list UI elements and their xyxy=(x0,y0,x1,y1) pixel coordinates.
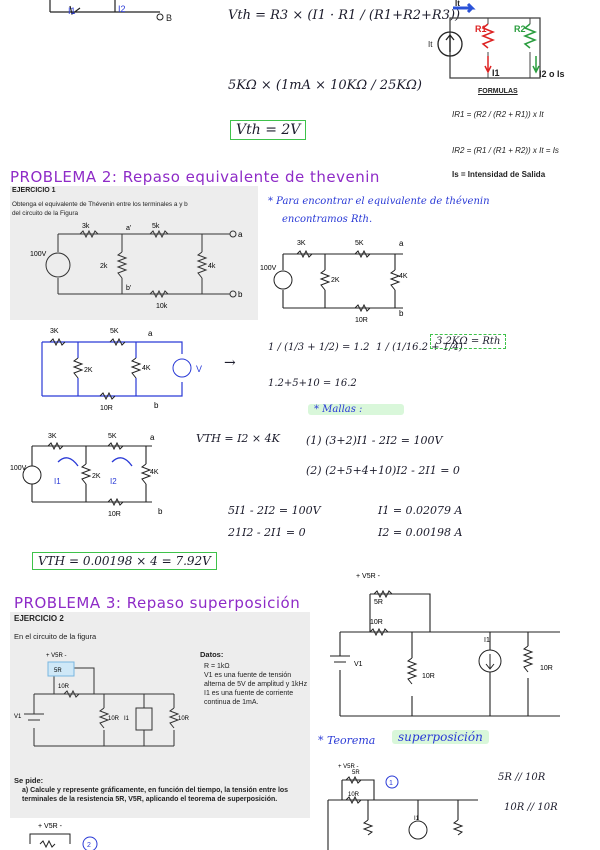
vth-formula: Vth = R3 × (I1 · R1 / (R1+R2+R3)) xyxy=(228,8,461,23)
problem-2-title: PROBLEMA 2: Repaso equivalente de thevenin xyxy=(10,168,380,186)
dato-3: I1 es una fuente de corriente continua de 1mA. xyxy=(204,690,294,706)
ex1-r-2k: 2k xyxy=(100,263,108,270)
ex1-r-3k: 3k xyxy=(82,223,90,230)
diagram-i1: I1 xyxy=(492,68,500,78)
top-circuit-fragment xyxy=(10,0,210,30)
mesh-a: a xyxy=(150,433,155,442)
ex2-5r: 5R xyxy=(54,668,62,674)
ex2-10r-mid: 10R xyxy=(108,716,120,722)
mesh-5k: 5K xyxy=(108,433,117,440)
ex1-v-100v: 100V xyxy=(30,251,47,258)
mesh-4k: 4K xyxy=(150,469,159,476)
frag-label-i1: I1 xyxy=(68,6,76,16)
exercise-1-title: EJERCICIO 1 xyxy=(12,187,56,194)
exercise-1-text-2: del circuito de la Figura xyxy=(12,210,79,217)
ex2-v5r: + V5R - xyxy=(46,653,67,659)
exercise-1-text-1: Obtenga el equivalente de Thévenin entre los terminales a y b xyxy=(12,201,188,208)
formula-ir1: IR1 = (R2 / (R2 + R1)) x It xyxy=(452,110,544,119)
is-definition: Is = Intensidad de Salida xyxy=(452,170,546,179)
ex2-v1: V1 xyxy=(14,714,22,720)
arrow: → xyxy=(224,355,236,371)
mesh-3k: 3K xyxy=(48,433,57,440)
rth-3k: 3K xyxy=(50,328,59,335)
rc-3k: 3K xyxy=(297,240,306,247)
mesh-i1: I1 xyxy=(54,477,61,486)
exercise-2-title: EJERCICIO 2 xyxy=(14,614,64,623)
rc-b: b xyxy=(399,309,404,318)
rth-b: b xyxy=(154,401,159,410)
p3-5r: 5R xyxy=(374,599,383,606)
datos-title: Datos: xyxy=(200,650,224,659)
diagram-it-top: It xyxy=(455,0,460,8)
bottom-left-fragment xyxy=(20,820,130,850)
exercise-2-scan xyxy=(10,612,310,818)
superposicion-highlight: superposición xyxy=(392,730,489,744)
current-divider-diagram xyxy=(428,0,568,90)
rth-10r: 10R xyxy=(100,405,113,412)
se-pide-label: Se pide: xyxy=(14,776,44,785)
ex2-i1: I1 xyxy=(124,716,130,722)
ex1-r-5k: 5k xyxy=(152,223,160,230)
rth-2k: 2K xyxy=(84,367,93,374)
dato-2: V1 es una fuente de tensión alterna de 5V de amplitud y 1kHz xyxy=(204,672,308,688)
rth-result-box: 3.2KΩ = Rth xyxy=(430,334,506,349)
mesh-eq-2: (2) (2+5+4+10)I2 - 2I1 = 0 xyxy=(306,464,460,477)
diagram-i2: I2 o Is xyxy=(539,69,565,79)
hand-circuit-mesh xyxy=(10,433,174,518)
p3-v5r: + V5R - xyxy=(356,573,380,580)
exercise-1-scan xyxy=(10,186,258,320)
vth-numeric: 5KΩ × (1mA × 10KΩ / 25KΩ) xyxy=(228,78,422,93)
mesh-b: b xyxy=(158,507,163,516)
formula-ir2: IR2 = (R1 / (R1 + R2)) x It = Is xyxy=(452,146,559,155)
bottom-step-1: 1 xyxy=(389,780,393,787)
dato-1: R = 1kΩ xyxy=(204,663,230,670)
ex1-b: b xyxy=(238,290,243,299)
exercise-2-circuit xyxy=(14,648,194,758)
bottom-10r: 10R xyxy=(348,792,360,798)
formulas-title: FORMULAS xyxy=(478,88,518,95)
datos-list xyxy=(204,662,308,707)
rc-4k: 4K xyxy=(399,273,408,280)
parallel-1: 5R // 10R xyxy=(498,772,546,783)
rc-10r: 10R xyxy=(355,317,368,324)
diagram-r1: R1 xyxy=(475,24,487,34)
hand-circuit-rth xyxy=(30,330,230,410)
rth-5k: 5K xyxy=(110,328,119,335)
mesh-100v: 100V xyxy=(10,465,27,472)
ex1-ap: a' xyxy=(126,225,132,232)
hand-circuit-p3 xyxy=(330,566,570,706)
rc-2k: 2K xyxy=(331,277,340,284)
ex1-r-10k: 10k xyxy=(156,303,168,310)
vth-equation: VTH = I2 × 4K xyxy=(196,432,280,445)
parallel-2: 10R // 10R xyxy=(504,802,558,813)
rth-sum: 1.2+5+10 = 16.2 xyxy=(268,378,357,389)
rth-note-2: encontramos Rth. xyxy=(282,214,373,225)
p3-i1: I1 xyxy=(484,637,490,644)
system-eq-1: 5I1 - 2I2 = 100V xyxy=(228,504,321,517)
p3-10r-mid: 10R xyxy=(422,673,435,680)
mallas-label: * Mallas : xyxy=(308,404,404,415)
teorema-label: * Teorema xyxy=(318,734,376,747)
mesh-eq-1: (1) (3+2)I1 - 2I2 = 100V xyxy=(306,434,443,447)
vth-result-box: Vth = 2V xyxy=(230,120,306,140)
rc-a: a xyxy=(399,239,404,248)
hand-circuit-right xyxy=(260,239,415,324)
mesh-i2: I2 xyxy=(110,477,117,486)
diagram-it-left: It xyxy=(428,40,433,49)
mesh-2k: 2K xyxy=(92,473,101,480)
bottom-i1: I1 xyxy=(414,816,420,822)
frag-label-i2: I2 xyxy=(118,4,126,14)
ex1-r-4k: 4k xyxy=(208,263,216,270)
mesh-10r: 10R xyxy=(108,511,121,518)
rc-5k: 5K xyxy=(355,240,364,247)
p3-v1: V1 xyxy=(354,661,363,668)
se-pide-text: a) Calcule y represente gráficamente, en función del tiempo, la tensión entre los terminales de la resistencia 5R, V5R, aplicando el teorema de superposición. xyxy=(22,787,289,803)
diagram-r2: R2 xyxy=(514,24,526,34)
hand-circuit-bottom xyxy=(318,760,488,850)
ex1-a: a xyxy=(238,230,243,239)
rth-vth-label: V xyxy=(196,364,203,374)
ex2-10r-top: 10R xyxy=(58,684,70,690)
rth-note-1: * Para encontrar el equivalente de thévenin xyxy=(268,196,490,207)
i2-value: I2 = 0.00198 A xyxy=(378,526,463,539)
p3-10r-top: 10R xyxy=(370,619,383,626)
rth-calc: 1 / (1/3 + 1/2) = 1.2 xyxy=(268,342,370,353)
bottom-5r: 5R xyxy=(352,770,360,776)
exercise-2-intro: En el circuito de la figura xyxy=(14,632,97,641)
exercise-1-circuit xyxy=(30,222,250,322)
vth-final-box: VTH = 0.00198 × 4 = 7.92V xyxy=(32,552,217,570)
bl-v5r: + V5R - xyxy=(38,823,62,830)
system-eq-2: 21I2 - 2I1 = 0 xyxy=(228,526,306,539)
ex2-10r-right: 10R xyxy=(178,716,190,722)
frag-label-b: B xyxy=(166,13,173,23)
rc-100v: 100V xyxy=(260,265,277,272)
rth-calc-2: 1 / (1/16.2 + 1/4) xyxy=(376,342,463,353)
problem-3-title: PROBLEMA 3: Repaso superposición xyxy=(14,594,301,612)
p3-10r-right: 10R xyxy=(540,665,553,672)
bl-step-2: 2 xyxy=(87,842,91,849)
ex1-bp: b' xyxy=(126,285,132,292)
bottom-v5r: + V5R - xyxy=(338,764,359,770)
rth-a: a xyxy=(148,329,153,338)
i1-value: I1 = 0.02079 A xyxy=(378,504,463,517)
rth-4k: 4K xyxy=(142,365,151,372)
